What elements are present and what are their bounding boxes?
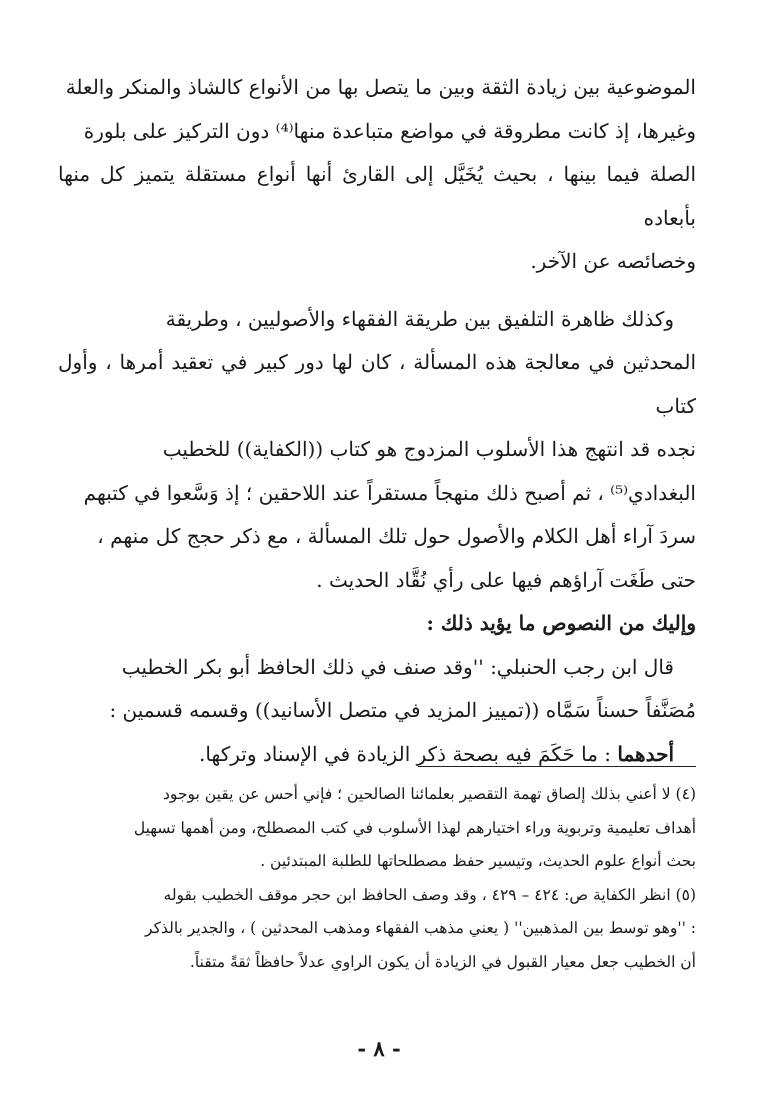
footnote-line: أن الخطيب جعل معيار القبول في الزيادة أن يكون الراوي عدلاً حافظاً ثقةً متقناً. xyxy=(189,952,696,971)
footnote-line: أهداف تعليمية وتربوية وراء اختيارهم لهذا الأسلوب في كتب المصطلح، ومن أهمها تسهيل xyxy=(133,818,696,837)
footnote-line: (٥) انظر الكفاية ص: ٤٢٤ – ٤٢٩ ، وقد وصف الحافظ ابن حجر موقف الخطيب بقوله xyxy=(163,885,696,904)
text-line: وخصائصه عن الآخر. xyxy=(530,249,696,273)
footnote-line: : ''وهو توسط بين المذهبين'' ( يعني مذهب الفقهاء ومذهب المحدثين ) ، والجدير بالذكر xyxy=(145,919,696,938)
bold-term: أحدهما xyxy=(617,741,674,766)
text-line: نجده قد انتهج هذا الأسلوب المزدوج هو كتاب ((الكفاية)) للخطيب xyxy=(162,437,696,461)
text-line: وغيرها، إذ كانت مطروقة في مواضع متباعدة منها⁽⁴⁾ دون التركيز على بلورة xyxy=(83,118,696,143)
text-line: سردَ آراء أهل الكلام والأصول حول تلك المسألة ، مع ذكر حجج كل منهم ، xyxy=(97,524,696,548)
footnote-divider xyxy=(418,766,696,767)
main-text xyxy=(58,66,696,776)
text-line: وكذلك ظاهرة التلفيق بين طريقة الفقهاء والأصوليين ، وطريقة xyxy=(165,306,674,331)
page-number: - ٨ - xyxy=(357,1036,401,1061)
text-line: البغدادي⁽⁵⁾ ، ثم أصبح ذلك منهجاً مستقراً عند اللاحقين ؛ إذ وَسَّعوا في كتبهم xyxy=(83,480,696,505)
text-line: مُصَنَّفاً حسناً سَمَّاه ((تمييز المزيد في متصل الأسانيد)) وقسمه قسمين : xyxy=(109,698,696,722)
text-line: الموضوعية بين زيادة الثقة وبين ما يتصل بها من الأنواع كالشاذ والمنكر والعلة xyxy=(65,75,696,99)
footnote-line: بحث أنواع علوم الحديث، وتيسير حفظ مصطلحاتها للطلبة المبتدئين . xyxy=(260,852,696,871)
footnote-line: (٤) لا أعني بذلك إلصاق تهمة التقصير بعلمائنا الصالحين ؛ فإني أحس عن يقين بوجود xyxy=(163,785,696,803)
text-line: قال ابن رجب الحنبلي: ''وقد صنف في ذلك الحافظ أبو بكر الخطيب xyxy=(121,654,674,679)
section-heading: وإليك من النصوص ما يؤيد ذلك : xyxy=(426,611,696,635)
footnotes xyxy=(58,778,696,980)
text-line: المحدثين في معالجة هذه المسألة ، كان لها دور كبير في تعقيد أمرها ، وأول كتاب xyxy=(58,350,696,418)
text-span: : ما حَكَمَ فيه بصحة ذكر الزيادة في الإسناد وتركها. xyxy=(199,741,618,766)
text-line xyxy=(58,733,696,777)
text-line: حتى طَغَت آراؤهم فيها على رأي نُقَّاد الحديث . xyxy=(316,567,696,592)
text-line: الصلة فيما بينها ، بحيث يُخَيَّل إلى القارئ أنها أنواع مستقلة يتميز كل منها بأبعاده xyxy=(58,162,696,230)
